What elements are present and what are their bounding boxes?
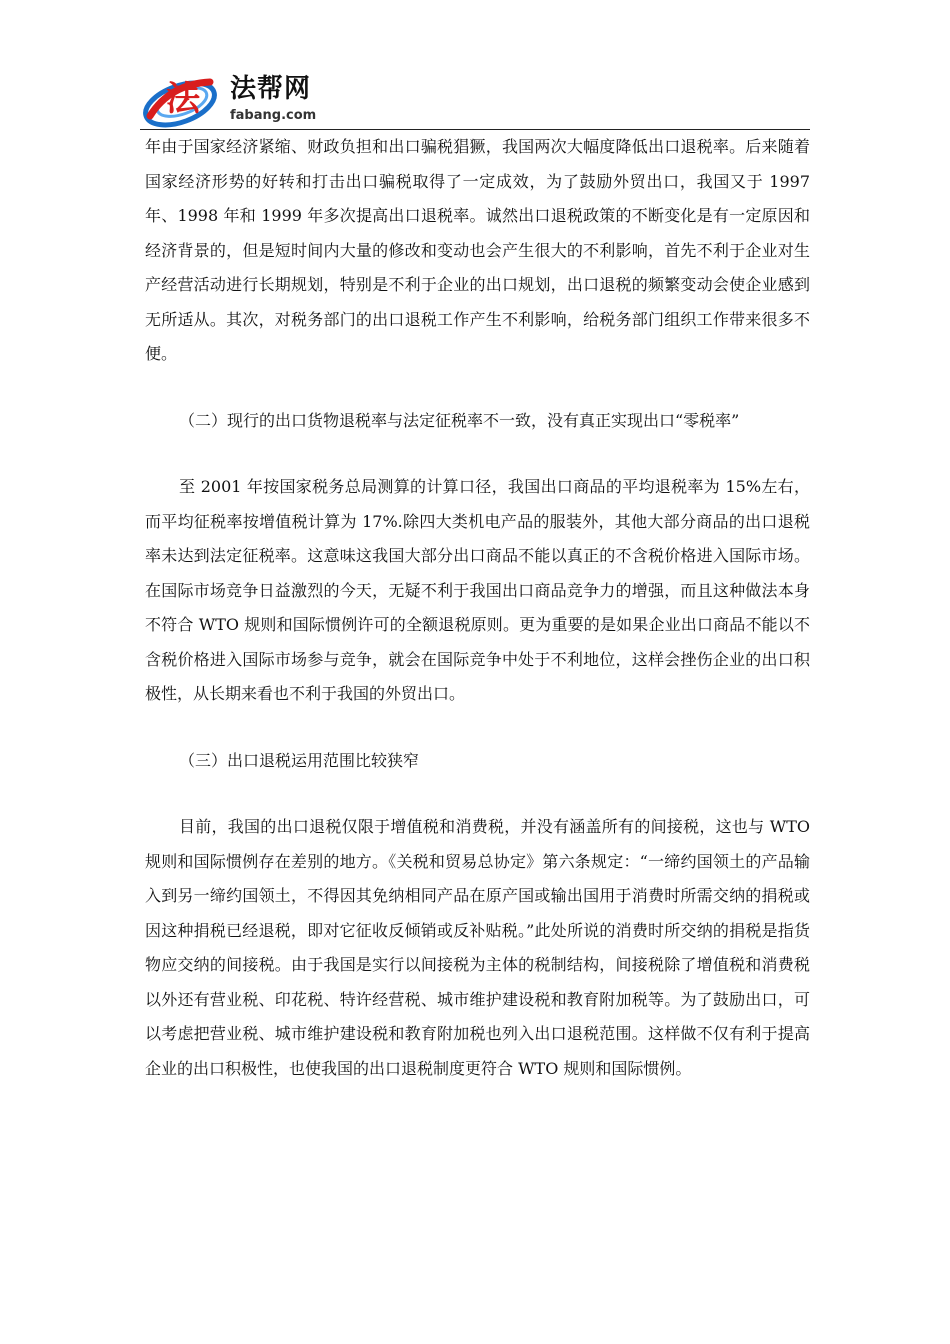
section-heading-3: （三）出口退税运用范围比较狭窄 xyxy=(179,750,420,770)
logo-swoosh-icon xyxy=(140,64,230,130)
fabang-logo xyxy=(140,64,320,130)
site-domain: fabang.com xyxy=(230,108,317,123)
paragraph-1: 年由于国家经济紧缩、财政负担和出口骗税猖獗，我国两次大幅度降低出口退税率。后来随着国家经济形势的好转和打击出口骗税取得了一定成效，为了鼓励外贸出口，我国又于 1997 年、1998 年和 1999 年多次提高出口退税率。诚然出口退税政策的不断变化是有一定原因和经济背景的，但是短时间内大量的修改和变动也会产生很大的不利影响，首先不利于企业对生产经营活动进行长期规划，特别是不利于企业的出口规划，出口退税的频繁变动会使企业感到无所适从。其次，对税务部门的出口退税工作产生不利影响，给税务部门组织工作带来很多不便。 xyxy=(145,137,810,363)
page-header xyxy=(140,64,810,134)
logo-glyph: 法 xyxy=(166,79,200,119)
paragraph-3: 目前，我国的出口退税仅限于增值税和消费税，并没有涵盖所有的间接税，这也与 WTO 规则和国际惯例存在差别的地方。《关税和贸易总协定》第六条规定：“一缔约国领土的产品输入到另一缔约国领土，不得因其免纳相同产品在原产国或输出国用于消费时所需交纳的捐税或因这种捐税已经退税，即对它征收反倾销或反补贴税。”此处所说的消费时所交纳的捐税是指货物应交纳的间接税。由于我国是实行以间接税为主体的税制结构，间接税除了增值税和消费税以外还有营业税、印花税、特许经营税、城市维护建设税和教育附加税等。为了鼓励出口，可以考虑把营业税、城市维护建设税和教育附加税也列入出口退税范围。这样做不仅有利于提高企业的出口积极性，也使我国的出口退税制度更符合 WTO 规则和国际惯例。 xyxy=(145,817,810,1078)
section-heading-2: （二）现行的出口货物退税率与法定征税率不一致，没有真正实现出口“零税率” xyxy=(179,410,740,430)
paragraph-2: 至 2001 年按国家税务总局测算的计算口径，我国出口商品的平均退税率为 15%左右，而平均征税率按增值税计算为 17%.除四大类机电产品的服装外，其他大部分商品的出口退税率未达到法定征税率。这意味这我国大部分出口商品不能以真正的不含税价格进入国际市场。在国际市场竞争日益激烈的今天，无疑不利于我国出口商品竞争力的增强，而且这种做法本身不符合 WTO 规则和国际惯例许可的全额退税原则。更为重要的是如果企业出口商品不能以不含税价格进入国际市场参与竞争，就会在国际竞争中处于不利地位，这样会挫伤企业的出口积极性，从长期来看也不利于我国的外贸出口。 xyxy=(145,477,810,703)
site-name: 法帮网 xyxy=(230,74,312,104)
document-body xyxy=(145,130,810,1086)
